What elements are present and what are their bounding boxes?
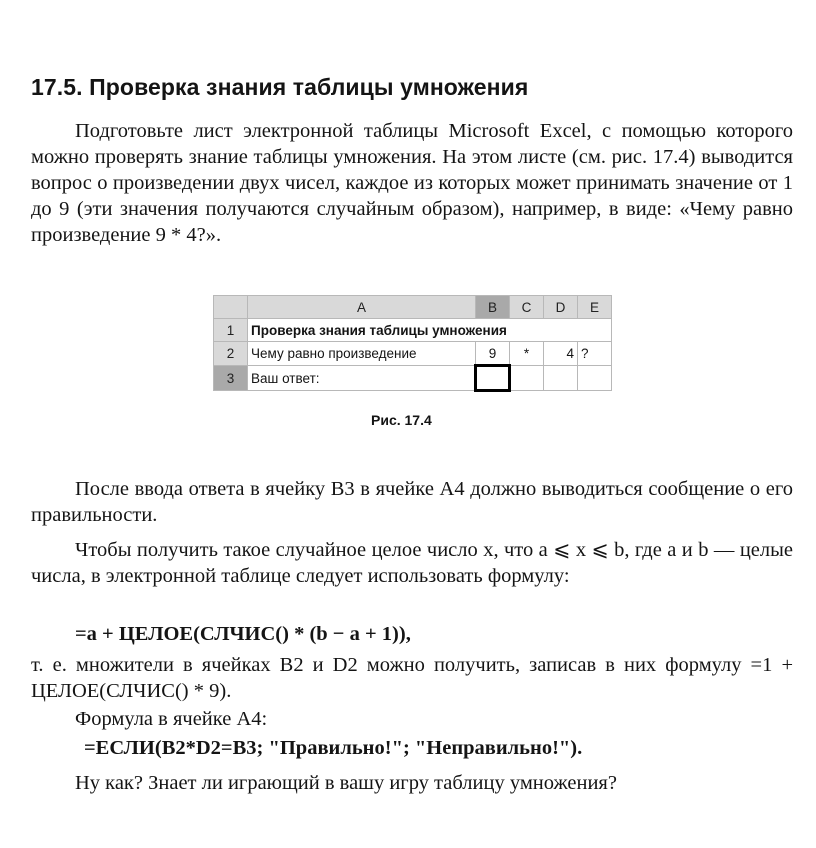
intro-paragraph: Подготовьте лист электронной таблицы Microsoft Excel, с помощью которого можно проверять знание таблицы умножения. На этом листе (см. рис. 17.4) выводится вопрос о произведении двух чисел, каждое из которых может принимать значение от 1 до 9 (эти значения получаются случайным образом), например, в виде: «Чему равно произведение 9 * 4?». xyxy=(31,120,793,246)
cell-d2: 4 xyxy=(544,342,578,366)
column-header-d: D xyxy=(544,296,578,319)
paragraph-random-number: Чтобы получить такое случайное целое число x, что a ⩽ x ⩽ b, где a и b — целые числа, в электронной таблице следует использовать формулу: xyxy=(31,539,793,587)
cell-b3-active[interactable] xyxy=(476,366,510,391)
column-header-e: E xyxy=(578,296,612,319)
cell-a2: Чему равно произведение xyxy=(248,342,476,366)
section-heading: 17.5. Проверка знания таблицы умножения xyxy=(31,74,529,100)
figure-caption: Рис. 17.4 xyxy=(371,412,432,428)
row-number-1: 1 xyxy=(214,319,248,342)
cell-c2: * xyxy=(510,342,544,366)
cell-e3 xyxy=(578,366,612,391)
sheet-row-3 xyxy=(214,366,612,391)
column-header-row xyxy=(214,296,612,319)
cell-d3 xyxy=(544,366,578,391)
column-header-a: A xyxy=(248,296,476,319)
corner-cell xyxy=(214,296,248,319)
cell-a1: Проверка знания таблицы умножения xyxy=(248,319,612,342)
formula-a4: =ЕСЛИ(B2*D2=B3; "Правильно!"; "Неправильно!"). xyxy=(84,737,583,759)
cell-c3 xyxy=(510,366,544,391)
cell-b2: 9 xyxy=(476,342,510,366)
cell-a3: Ваш ответ: xyxy=(248,366,476,391)
row-number-3: 3 xyxy=(214,366,248,391)
sheet-row-2 xyxy=(214,342,612,366)
formula-random: =a + ЦЕЛОЕ(СЛЧИС() * (b − a + 1)), xyxy=(75,623,411,645)
column-header-b: B xyxy=(476,296,510,319)
sheet-row-1 xyxy=(214,319,612,342)
closing-question: Ну как? Знает ли играющий в вашу игру таблицу умножения? xyxy=(75,772,617,794)
row-number-2: 2 xyxy=(214,342,248,366)
paragraph-multipliers: т. е. множители в ячейках B2 и D2 можно получить, записав в них формулу =1 + ЦЕЛОЕ(СЛЧИС() * 9). xyxy=(31,654,793,702)
formula-a4-label: Формула в ячейке A4: xyxy=(75,708,268,730)
column-header-c: C xyxy=(510,296,544,319)
cell-e2: ? xyxy=(578,342,612,366)
spreadsheet-figure xyxy=(213,295,611,393)
paragraph-after-input: После ввода ответа в ячейку B3 в ячейке A4 должно выводиться сообщение о его правильности. xyxy=(31,478,793,526)
